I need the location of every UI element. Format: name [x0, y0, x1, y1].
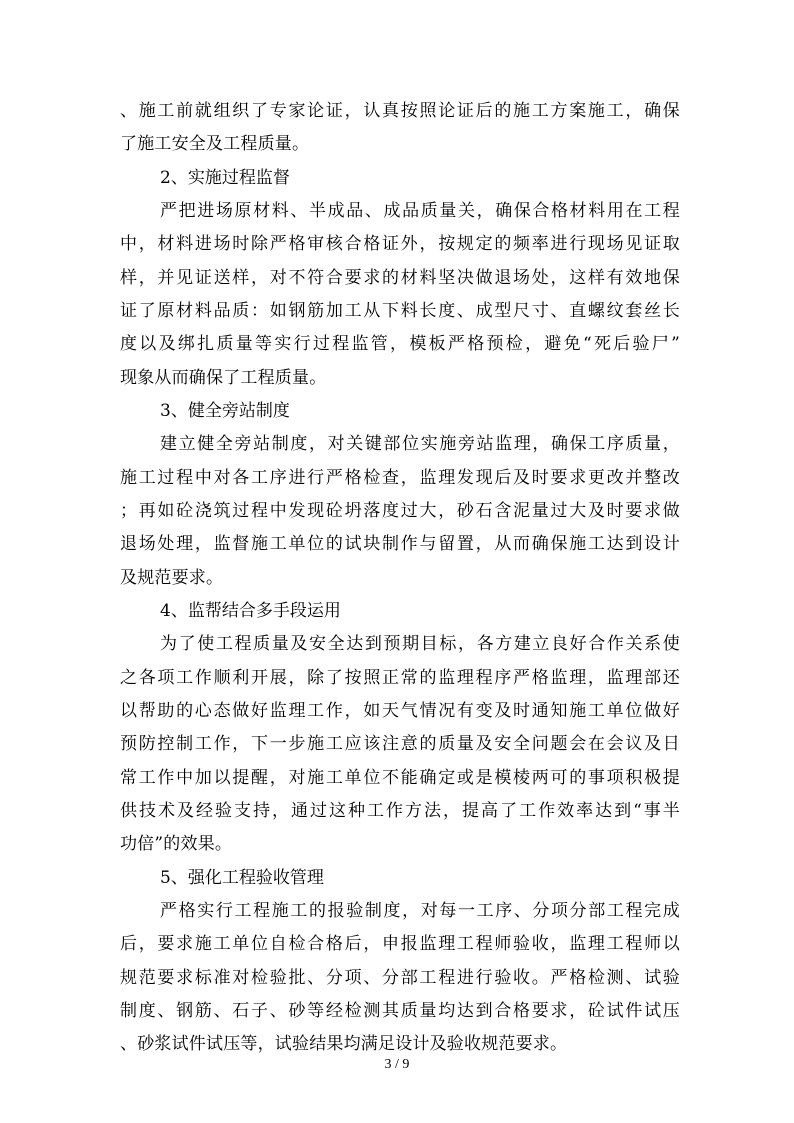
paragraph-line: 预防控制工作，下一步施工应该注意的质量及安全问题会在会议及日: [120, 734, 680, 754]
paragraph-line: 施工过程中对各工序进行严格检查，监理发现后及时要求更改并整改: [120, 468, 680, 488]
paragraph-line: 退场处理，监督施工单位的试块制作与留置，从而确保施工达到设计: [120, 534, 680, 554]
section-heading: 2、实施过程监督: [160, 168, 290, 188]
paragraph-line: 、砂浆试件试压等，试验结果均满足设计及验收规范要求。: [120, 1034, 568, 1054]
paragraph-line: 了施工安全及工程质量。: [120, 134, 310, 154]
paragraph-line: 证了原材料品质：如钢筋加工从下料长度、成型尺寸、直螺纹套丝长: [120, 301, 680, 321]
paragraph-line: 中，材料进场时除严格审核合格证外，按规定的频率进行现场见证取: [120, 234, 680, 254]
paragraph-line: 功倍”的效果。: [120, 834, 233, 854]
paragraph-line: 及规范要求。: [120, 568, 224, 588]
paragraph-line: 严格实行工程施工的报验制度，对每一工序、分项分部工程完成: [160, 901, 680, 921]
paragraph-line: 以帮助的心态做好监理工作，如天气情况有变及时通知施工单位做好: [120, 701, 680, 721]
paragraph-line: 之各项工作顺利开展，除了按照正常的监理程序严格监理，监理部还: [120, 668, 680, 688]
section-heading: 3、健全旁站制度: [160, 401, 290, 421]
section-heading: 5、强化工程验收管理: [160, 868, 324, 888]
paragraph-line: ；再如砼浇筑过程中发现砼坍落度过大，砂石含泥量过大及时要求做: [120, 501, 680, 521]
section-heading: 4、监帮结合多手段运用: [160, 601, 341, 621]
paragraph-line: 样，并见证送样，对不符合要求的材料坚决做退场处，这样有效地保: [120, 268, 680, 288]
paragraph-line: 建立健全旁站制度，对关键部位实施旁站监理，确保工序质量，: [160, 434, 680, 454]
page-number: 3 / 9: [384, 1057, 410, 1072]
paragraph-line: 规范要求标准对检验批、分项、分部工程进行验收。严格检测、试验: [120, 968, 680, 988]
paragraph-line: 为了使工程质量及安全达到预期目标，各方建立良好合作关系使: [160, 634, 680, 654]
paragraph-line: 制度、钢筋、石子、砂等经检测其质量均达到合格要求，砼试件试压: [120, 1001, 680, 1021]
paragraph-line: 后，要求施工单位自检合格后，申报监理工程师验收，监理工程师以: [120, 934, 680, 954]
paragraph-line: 严把进场原材料、半成品、成品质量关，确保合格材料用在工程: [160, 201, 680, 221]
paragraph-line: 常工作中加以提醒，对施工单位不能确定或是模棱两可的事项积极提: [120, 768, 680, 788]
paragraph-line: 、施工前就组织了专家论证，认真按照论证后的施工方案施工，确保: [120, 101, 680, 121]
paragraph-line: 供技术及经验支持，通过这种工作方法，提高了工作效率达到“事半: [120, 801, 680, 821]
paragraph-line: 度以及绑扎质量等实行过程监管，模板严格预检，避免“死后验尸”: [120, 334, 680, 354]
paragraph-line: 现象从而确保了工程质量。: [120, 368, 327, 388]
